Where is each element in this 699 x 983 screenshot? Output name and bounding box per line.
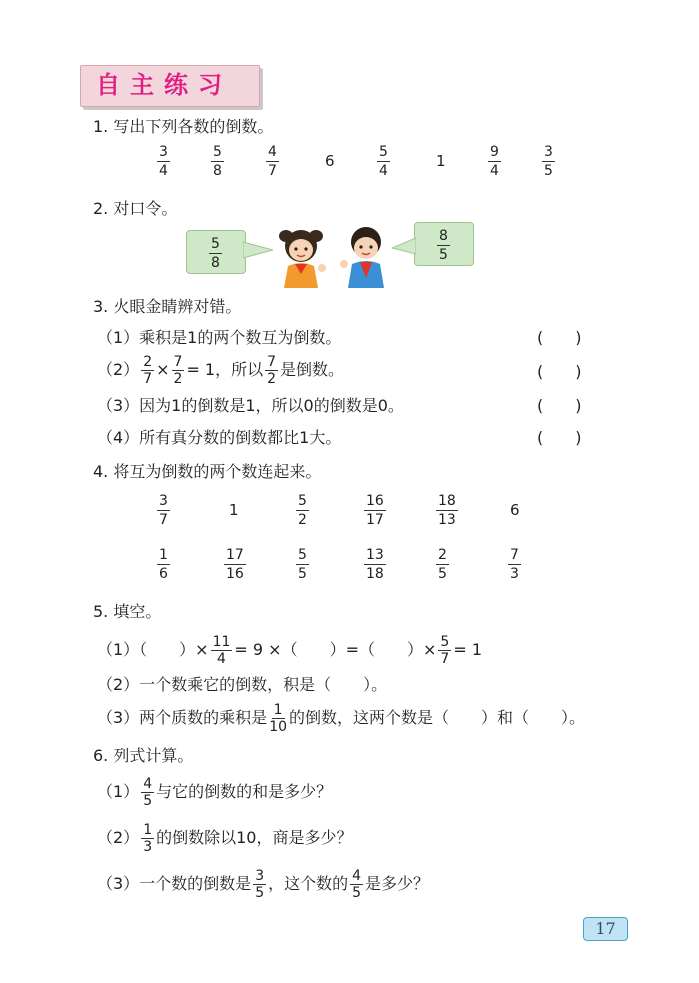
numerator: 3 [255, 867, 265, 884]
denominator: 7 [440, 650, 450, 667]
fraction [350, 869, 363, 900]
q3-item-2 [97, 352, 344, 388]
numerator: 2 [438, 547, 447, 563]
question-text: 的倒数，这两个数是（ ）和（ ）。 [289, 708, 586, 727]
q5-item-3 [97, 700, 585, 736]
answer-blank-1[interactable]: ( ) [537, 328, 582, 347]
question-text: ，这个数的 [268, 874, 349, 893]
right-bubble-tail [392, 236, 416, 256]
denominator: 5 [298, 566, 307, 582]
fraction [157, 494, 170, 527]
numerator: 1 [143, 821, 153, 838]
denominator: 8 [211, 255, 220, 271]
fraction [141, 823, 154, 854]
denominator: 7 [143, 370, 153, 387]
question-text: 与它的倒数的和是多少？ [156, 782, 333, 801]
fraction [438, 635, 451, 666]
numerator: 5 [211, 236, 220, 252]
girl-illustration [272, 222, 332, 288]
denominator: 2 [298, 512, 307, 528]
fraction [436, 548, 449, 581]
denominator: 5 [143, 792, 153, 809]
numerator: 17 [226, 547, 244, 563]
denominator: 13 [438, 512, 456, 528]
numerator: 3 [544, 144, 553, 160]
q6-item-3 [97, 866, 429, 902]
fraction [211, 145, 224, 178]
numerator: 18 [438, 493, 456, 509]
fraction [296, 548, 309, 581]
fraction [542, 145, 555, 178]
q6-item-2 [97, 820, 352, 856]
fraction [157, 145, 170, 178]
numerator: 7 [173, 353, 183, 370]
numerator: 3 [159, 144, 168, 160]
numerator: 7 [267, 353, 277, 370]
q5-label: 5. 填空。 [93, 602, 162, 621]
numerator: 5 [379, 144, 388, 160]
q1-label: 1. 写出下列各数的倒数。 [93, 117, 274, 136]
question-text: （3）两个质数的乘积是 [97, 708, 268, 727]
item-number: （1） [97, 782, 140, 801]
numerator: 7 [510, 547, 519, 563]
answer-blank-4[interactable]: ( ) [537, 428, 582, 447]
denominator: 7 [159, 512, 168, 528]
fraction [172, 355, 185, 386]
numerator: 4 [143, 775, 153, 792]
equation-text: （1）（ ）× [97, 640, 209, 659]
fraction [508, 548, 521, 581]
item-number: （2） [97, 360, 140, 379]
q3-item-1: （1）乘积是1的两个数互为倒数。 [97, 328, 342, 347]
fraction [141, 355, 154, 386]
fraction [211, 635, 233, 666]
denominator: 4 [217, 650, 226, 667]
denominator: 5 [255, 884, 265, 901]
numerator: 5 [213, 144, 222, 160]
left-speech-bubble [186, 230, 246, 274]
denominator: 2 [267, 370, 277, 387]
equation-text: = 1，所以 [186, 360, 264, 379]
whole-number: 6 [510, 501, 520, 519]
equation-text: = 9 ×（ ）=（ ）× [234, 640, 437, 659]
numerator: 4 [268, 144, 277, 160]
denominator: 3 [143, 838, 153, 855]
fraction [253, 869, 266, 900]
question-text: 的倒数除以10，商是多少？ [156, 828, 353, 847]
q6-label: 6. 列式计算。 [93, 746, 194, 765]
fraction [436, 494, 458, 527]
denominator: 5 [352, 884, 362, 901]
boy-illustration [338, 222, 394, 288]
denominator: 10 [269, 718, 288, 735]
fraction [265, 355, 278, 386]
answer-blank-2[interactable]: ( ) [537, 362, 582, 381]
denominator: 3 [510, 566, 519, 582]
statement-text: 是倒数。 [280, 360, 345, 379]
numerator: 13 [366, 547, 384, 563]
q3-item-3: （3）因为1的倒数是1，所以0的倒数是0。 [97, 396, 404, 415]
item-number: （2） [97, 828, 140, 847]
equation-text: = 1 [453, 640, 482, 659]
fraction [364, 548, 386, 581]
numerator: 3 [159, 493, 168, 509]
q5-item-1 [97, 632, 482, 668]
left-bubble-tail [243, 240, 273, 260]
fraction [209, 237, 222, 270]
denominator: 16 [226, 566, 244, 582]
denominator: 5 [439, 247, 448, 263]
fraction [377, 145, 390, 178]
q4-label: 4. 将互为倒数的两个数连起来。 [93, 462, 322, 481]
denominator: 17 [366, 512, 384, 528]
fraction [224, 548, 246, 581]
page-number: 17 [583, 917, 628, 941]
q6-item-1 [97, 774, 332, 810]
fraction [296, 494, 309, 527]
fraction [269, 703, 287, 734]
fraction [437, 229, 450, 262]
denominator: 8 [213, 163, 222, 179]
denominator: 5 [544, 163, 553, 179]
whole-number: 1 [229, 501, 239, 519]
denominator: 4 [159, 163, 168, 179]
fraction [266, 145, 279, 178]
denominator: 4 [490, 163, 499, 179]
right-speech-bubble [414, 222, 474, 266]
whole-number: 6 [325, 152, 335, 170]
denominator: 4 [379, 163, 388, 179]
question-text: （3）一个数的倒数是 [97, 874, 252, 893]
q3-item-4: （4）所有真分数的倒数都比1大。 [97, 428, 342, 447]
q5-item-2: （2）一个数乘它的倒数，积是（ ）。 [97, 675, 388, 694]
numerator: 4 [352, 867, 362, 884]
numerator: 11 [212, 633, 231, 650]
numerator: 9 [490, 144, 499, 160]
denominator: 6 [159, 566, 168, 582]
question-text: 是多少？ [365, 874, 430, 893]
numerator: 5 [298, 493, 307, 509]
denominator: 18 [366, 566, 384, 582]
section-title: 自主练习 [96, 71, 232, 99]
fraction [488, 145, 501, 178]
denominator: 2 [173, 370, 183, 387]
numerator: 5 [298, 547, 307, 563]
fraction [141, 777, 154, 808]
numerator: 5 [440, 633, 450, 650]
numerator: 2 [143, 353, 153, 370]
q3-label: 3. 火眼金睛辨对错。 [93, 297, 242, 316]
numerator: 1 [273, 701, 283, 718]
fraction [157, 548, 170, 581]
q2-label: 2. 对口令。 [93, 199, 178, 218]
numerator: 1 [159, 547, 168, 563]
denominator: 5 [438, 566, 447, 582]
times-sign: × [156, 360, 170, 379]
numerator: 16 [366, 493, 384, 509]
whole-number: 1 [436, 152, 446, 170]
denominator: 7 [268, 163, 277, 179]
fraction [364, 494, 386, 527]
answer-blank-3[interactable]: ( ) [537, 396, 582, 415]
numerator: 8 [439, 228, 448, 244]
